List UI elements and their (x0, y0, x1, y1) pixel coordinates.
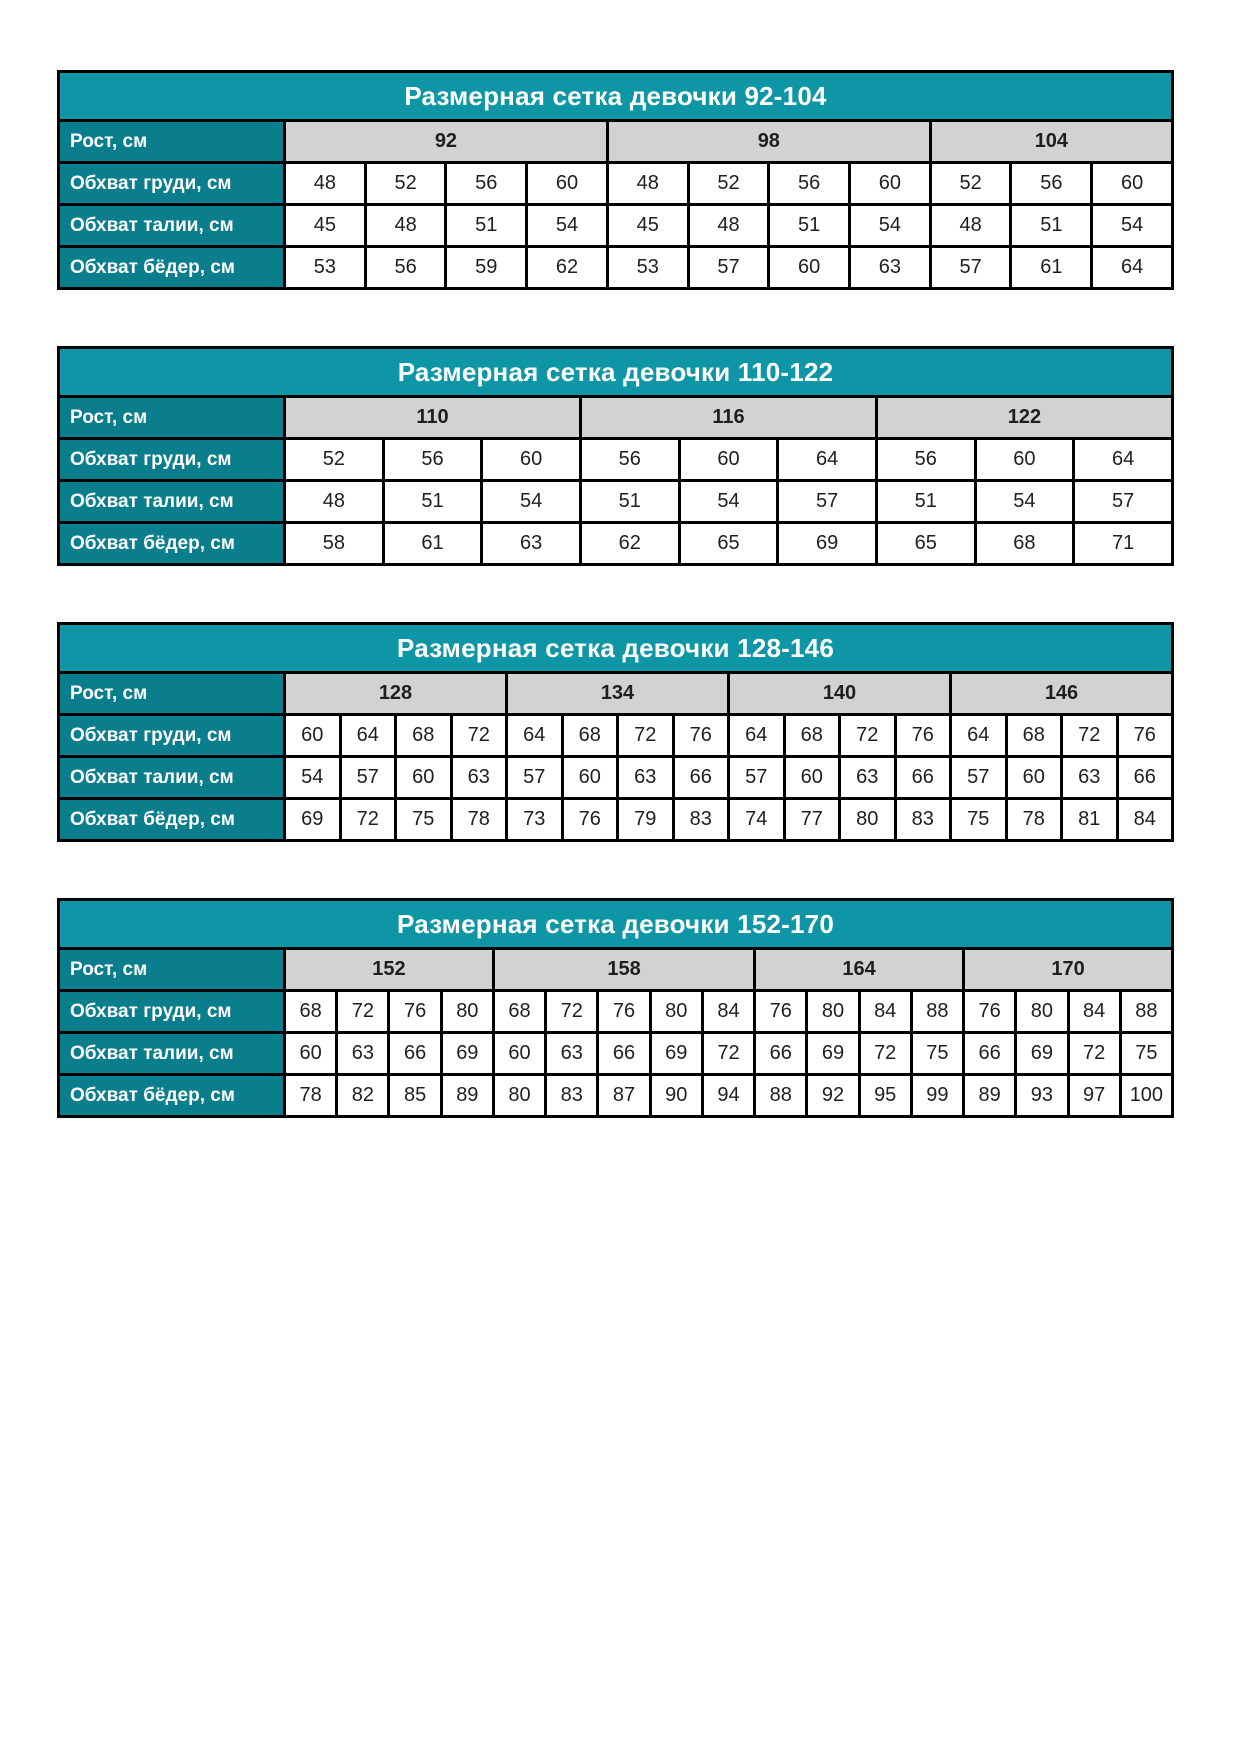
waist-row-value: 54 (679, 481, 778, 523)
waist-row-value: 54 (285, 757, 341, 799)
chest-row-value: 72 (451, 715, 507, 757)
chest-row-value: 80 (1016, 991, 1068, 1033)
hips-row-value: 97 (1068, 1075, 1120, 1117)
waist-row-value: 60 (493, 1033, 545, 1075)
chest-row-value: 56 (876, 439, 975, 481)
hips-row-value: 95 (859, 1075, 911, 1117)
waist-row-value: 51 (383, 481, 482, 523)
waist-row-value: 69 (1016, 1033, 1068, 1075)
size-chart-table-2 (57, 346, 1174, 566)
chest-row-value: 68 (493, 991, 545, 1033)
hips-row (59, 523, 1173, 565)
hips-row-value: 77 (784, 799, 840, 841)
waist-row-value: 57 (507, 757, 563, 799)
chest-row-value: 52 (930, 163, 1011, 205)
size-chart-table-1 (57, 70, 1174, 290)
hips-row-value: 100 (1120, 1075, 1172, 1117)
waist-row-value: 75 (911, 1033, 963, 1075)
hips-row (59, 1075, 1173, 1117)
waist-row-value: 57 (778, 481, 877, 523)
chest-row-value: 64 (340, 715, 396, 757)
chest-row-value: 80 (650, 991, 702, 1033)
waist-row-value: 60 (1006, 757, 1062, 799)
waist-row-label: Обхват талии, см (59, 757, 285, 799)
table-title: Размерная сетка девочки 92-104 (59, 72, 1173, 121)
hips-row-value: 57 (688, 247, 769, 289)
height-group-cell: 122 (876, 397, 1172, 439)
hips-row-value: 61 (383, 523, 482, 565)
chest-row-value: 72 (546, 991, 598, 1033)
table-title: Размерная сетка девочки 110-122 (59, 348, 1173, 397)
waist-row-value: 60 (396, 757, 452, 799)
chest-row-value: 76 (964, 991, 1016, 1033)
table-title-row (59, 900, 1173, 949)
hips-row-label: Обхват бёдер, см (59, 1075, 285, 1117)
hips-row-value: 78 (1006, 799, 1062, 841)
chest-row-value: 72 (337, 991, 389, 1033)
hips-row-value: 64 (1092, 247, 1173, 289)
chest-row-value: 52 (688, 163, 769, 205)
hips-row-value: 76 (562, 799, 618, 841)
chest-row-value: 68 (1006, 715, 1062, 757)
chest-row-value: 88 (911, 991, 963, 1033)
hips-row-value: 57 (930, 247, 1011, 289)
hips-row-label: Обхват бёдер, см (59, 799, 285, 841)
height-row-label: Рост, см (59, 949, 285, 991)
table-title: Размерная сетка девочки 152-170 (59, 900, 1173, 949)
hips-row-value: 89 (964, 1075, 1016, 1117)
chest-row-value: 56 (383, 439, 482, 481)
hips-row-value: 93 (1016, 1075, 1068, 1117)
waist-row-value: 66 (964, 1033, 1016, 1075)
hips-row-value: 69 (285, 799, 341, 841)
waist-row-value: 60 (784, 757, 840, 799)
hips-row-value: 72 (340, 799, 396, 841)
chest-row-label: Обхват груди, см (59, 439, 285, 481)
hips-row-value: 69 (778, 523, 877, 565)
waist-row-value: 57 (729, 757, 785, 799)
waist-row-value: 60 (562, 757, 618, 799)
hips-row-value: 58 (285, 523, 384, 565)
waist-row (59, 757, 1173, 799)
hips-row (59, 247, 1173, 289)
waist-row-value: 48 (365, 205, 446, 247)
height-group-cell: 152 (285, 949, 494, 991)
chest-row-value: 72 (618, 715, 674, 757)
hips-row-value: 78 (285, 1075, 337, 1117)
waist-row-value: 57 (1074, 481, 1173, 523)
hips-row-value: 56 (365, 247, 446, 289)
chest-row-value: 64 (507, 715, 563, 757)
hips-row-value: 84 (1117, 799, 1173, 841)
waist-row-label: Обхват талии, см (59, 1033, 285, 1075)
hips-row-value: 81 (1062, 799, 1118, 841)
waist-row-value: 63 (840, 757, 896, 799)
waist-row (59, 205, 1173, 247)
hips-row-value: 63 (482, 523, 581, 565)
chest-row-value: 60 (679, 439, 778, 481)
height-group-cell: 116 (580, 397, 876, 439)
hips-row-value: 83 (895, 799, 951, 841)
table-title-row (59, 72, 1173, 121)
chest-row-value: 76 (755, 991, 807, 1033)
waist-row-value: 45 (607, 205, 688, 247)
chest-row-value: 88 (1120, 991, 1172, 1033)
chest-row-value: 64 (1074, 439, 1173, 481)
waist-row-value: 63 (546, 1033, 598, 1075)
hips-row-value: 89 (441, 1075, 493, 1117)
chest-row-value: 76 (1117, 715, 1173, 757)
waist-row-value: 72 (859, 1033, 911, 1075)
chest-row-value: 76 (895, 715, 951, 757)
chest-row (59, 163, 1173, 205)
hips-row-value: 80 (840, 799, 896, 841)
size-chart-table-3 (57, 622, 1174, 842)
hips-row-value: 61 (1011, 247, 1092, 289)
height-row (59, 121, 1173, 163)
hips-row-value: 63 (850, 247, 931, 289)
chest-row-value: 60 (1092, 163, 1173, 205)
height-row (59, 673, 1173, 715)
waist-row-value: 63 (337, 1033, 389, 1075)
chest-row-value: 56 (580, 439, 679, 481)
chest-row-value: 60 (850, 163, 931, 205)
chest-row-value: 56 (769, 163, 850, 205)
chest-row-value: 48 (607, 163, 688, 205)
hips-row-value: 75 (396, 799, 452, 841)
table-title: Размерная сетка девочки 128-146 (59, 624, 1173, 673)
hips-row-value: 94 (702, 1075, 754, 1117)
waist-row-value: 66 (755, 1033, 807, 1075)
hips-row-value: 68 (975, 523, 1074, 565)
waist-row-value: 45 (285, 205, 366, 247)
chest-row-label: Обхват груди, см (59, 991, 285, 1033)
waist-row-label: Обхват талии, см (59, 205, 285, 247)
chest-row-value: 60 (527, 163, 608, 205)
waist-row (59, 481, 1173, 523)
hips-row-value: 87 (598, 1075, 650, 1117)
waist-row-value: 66 (389, 1033, 441, 1075)
waist-row-value: 48 (688, 205, 769, 247)
hips-row-value: 90 (650, 1075, 702, 1117)
hips-row-value: 65 (876, 523, 975, 565)
waist-row-value: 66 (673, 757, 729, 799)
waist-row-value: 57 (340, 757, 396, 799)
waist-row-value: 57 (951, 757, 1007, 799)
hips-row-label: Обхват бёдер, см (59, 247, 285, 289)
hips-row (59, 799, 1173, 841)
waist-row-value: 69 (650, 1033, 702, 1075)
waist-row-value: 51 (1011, 205, 1092, 247)
chest-row-label: Обхват груди, см (59, 715, 285, 757)
waist-row-value: 48 (930, 205, 1011, 247)
waist-row-value: 51 (446, 205, 527, 247)
chest-row (59, 715, 1173, 757)
waist-row-value: 60 (285, 1033, 337, 1075)
chest-row-label: Обхват груди, см (59, 163, 285, 205)
height-row-label: Рост, см (59, 397, 285, 439)
hips-row-value: 85 (389, 1075, 441, 1117)
waist-row-value: 69 (441, 1033, 493, 1075)
chest-row-value: 60 (285, 715, 341, 757)
hips-row-value: 60 (769, 247, 850, 289)
chest-row-value: 48 (285, 163, 366, 205)
hips-row-value: 71 (1074, 523, 1173, 565)
waist-row-value: 66 (1117, 757, 1173, 799)
chest-row-value: 76 (673, 715, 729, 757)
waist-row-value: 48 (285, 481, 384, 523)
chest-row-value: 64 (778, 439, 877, 481)
height-group-cell: 92 (285, 121, 608, 163)
chest-row-value: 60 (975, 439, 1074, 481)
chest-row-value: 80 (807, 991, 859, 1033)
hips-row-value: 53 (607, 247, 688, 289)
waist-row-value: 54 (1092, 205, 1173, 247)
height-group-cell: 128 (285, 673, 507, 715)
waist-row-value: 54 (975, 481, 1074, 523)
waist-row-value: 66 (895, 757, 951, 799)
hips-row-value: 88 (755, 1075, 807, 1117)
waist-row-value: 69 (807, 1033, 859, 1075)
hips-row-value: 62 (580, 523, 679, 565)
chest-row-value: 52 (365, 163, 446, 205)
chest-row-value: 68 (562, 715, 618, 757)
chest-row-value: 72 (1062, 715, 1118, 757)
waist-row-value: 51 (876, 481, 975, 523)
waist-row (59, 1033, 1173, 1075)
chest-row-value: 60 (482, 439, 581, 481)
chest-row (59, 439, 1173, 481)
chest-row-value: 76 (389, 991, 441, 1033)
hips-row-value: 79 (618, 799, 674, 841)
height-group-cell: 158 (493, 949, 754, 991)
height-group-cell: 98 (607, 121, 930, 163)
hips-row-value: 53 (285, 247, 366, 289)
waist-row-value: 54 (850, 205, 931, 247)
chest-row-value: 64 (729, 715, 785, 757)
chest-row-value: 76 (598, 991, 650, 1033)
hips-row-value: 80 (493, 1075, 545, 1117)
height-row (59, 397, 1173, 439)
waist-row-label: Обхват талии, см (59, 481, 285, 523)
chest-row (59, 991, 1173, 1033)
waist-row-value: 72 (1068, 1033, 1120, 1075)
waist-row-value: 72 (702, 1033, 754, 1075)
chest-row-value: 56 (1011, 163, 1092, 205)
hips-row-value: 74 (729, 799, 785, 841)
waist-row-value: 63 (618, 757, 674, 799)
hips-row-value: 99 (911, 1075, 963, 1117)
hips-row-value: 75 (951, 799, 1007, 841)
chest-row-value: 64 (951, 715, 1007, 757)
size-chart-table-4 (57, 898, 1174, 1118)
chest-row-value: 68 (396, 715, 452, 757)
height-row-label: Рост, см (59, 121, 285, 163)
waist-row-value: 54 (482, 481, 581, 523)
hips-row-value: 82 (337, 1075, 389, 1117)
chest-row-value: 68 (784, 715, 840, 757)
hips-row-value: 92 (807, 1075, 859, 1117)
height-group-cell: 104 (930, 121, 1172, 163)
hips-row-value: 78 (451, 799, 507, 841)
hips-row-value: 65 (679, 523, 778, 565)
height-group-cell: 134 (507, 673, 729, 715)
chest-row-value: 84 (859, 991, 911, 1033)
chest-row-value: 56 (446, 163, 527, 205)
height-group-cell: 170 (964, 949, 1173, 991)
chest-row-value: 52 (285, 439, 384, 481)
chest-row-value: 72 (840, 715, 896, 757)
height-group-cell: 110 (285, 397, 581, 439)
chest-row-value: 84 (702, 991, 754, 1033)
waist-row-value: 63 (1062, 757, 1118, 799)
hips-row-label: Обхват бёдер, см (59, 523, 285, 565)
hips-row-value: 73 (507, 799, 563, 841)
waist-row-value: 51 (769, 205, 850, 247)
height-row (59, 949, 1173, 991)
hips-row-value: 83 (673, 799, 729, 841)
hips-row-value: 59 (446, 247, 527, 289)
height-row-label: Рост, см (59, 673, 285, 715)
table-title-row (59, 624, 1173, 673)
chest-row-value: 68 (285, 991, 337, 1033)
height-group-cell: 146 (951, 673, 1173, 715)
height-group-cell: 140 (729, 673, 951, 715)
hips-row-value: 62 (527, 247, 608, 289)
waist-row-value: 51 (580, 481, 679, 523)
chest-row-value: 80 (441, 991, 493, 1033)
hips-row-value: 83 (546, 1075, 598, 1117)
height-group-cell: 164 (755, 949, 964, 991)
waist-row-value: 75 (1120, 1033, 1172, 1075)
waist-row-value: 54 (527, 205, 608, 247)
waist-row-value: 63 (451, 757, 507, 799)
chest-row-value: 84 (1068, 991, 1120, 1033)
waist-row-value: 66 (598, 1033, 650, 1075)
table-title-row (59, 348, 1173, 397)
